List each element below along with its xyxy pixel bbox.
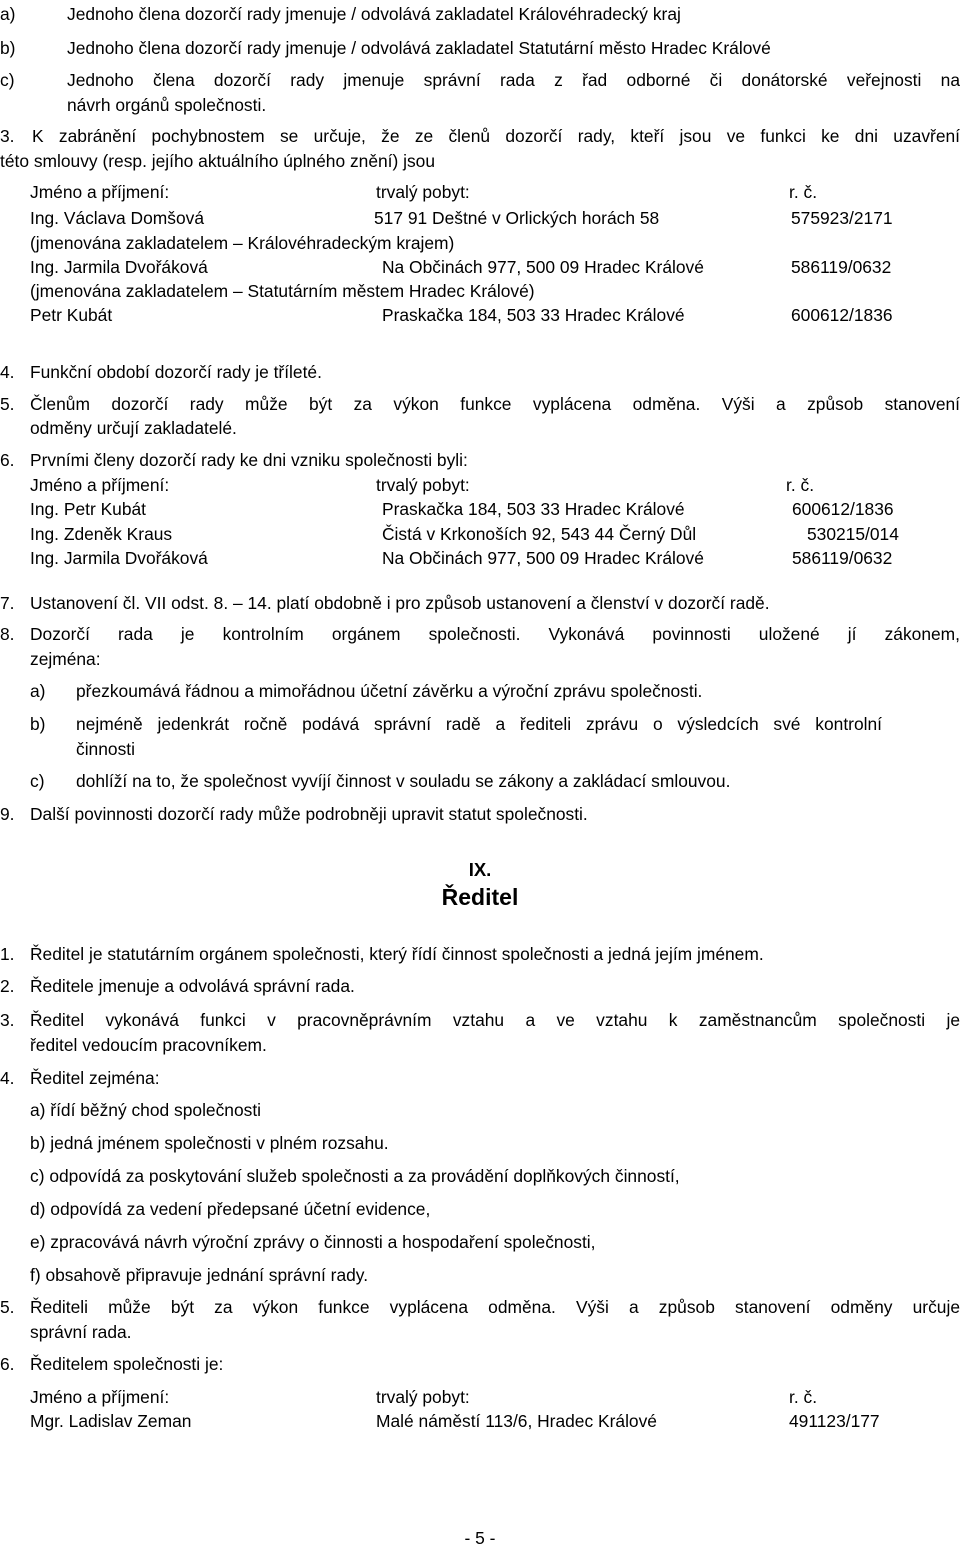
- director-point-6: Ředitelem společnosti je:: [30, 1354, 224, 1374]
- first-member-name: Ing. Jarmila Dvořáková: [30, 548, 208, 568]
- member-name: Ing. Jarmila Dvořáková: [30, 257, 208, 277]
- point-8-text: Dozorčí rada je kontrolním orgánem společnosti. Vykonává povinnosti uložené jí zákonem,: [30, 624, 960, 644]
- point-8-item-b-cont: činnosti: [76, 739, 135, 759]
- duty-item: c) odpovídá za poskytování služeb společnosti a za provádění doplňkových činností,: [30, 1166, 680, 1186]
- point-8-item-c: dohlíží na to, že společnost vyvíjí činnost v souladu se zákony a zakládací smlouvou.: [76, 771, 731, 791]
- first-member-name: Ing. Petr Kubát: [30, 499, 147, 519]
- first-member-address: Na Občinách 977, 500 09 Hradec Králové: [382, 548, 704, 568]
- col-header-name: Jméno a příjmení:: [30, 475, 170, 495]
- point-number: 7.: [0, 593, 15, 613]
- point-number: 6.: [0, 450, 15, 470]
- point-4-text: Funkční období dozorčí rady je tříleté.: [30, 362, 322, 382]
- first-member-id: 530215/014: [807, 524, 899, 544]
- duty-item: d) odpovídá za vedení předepsané účetní evidence,: [30, 1199, 431, 1219]
- director-address: Malé náměstí 113/6, Hradec Králové: [376, 1411, 657, 1431]
- duty-item: b) jedná jménem společnosti v plném rozsahu.: [30, 1133, 389, 1153]
- founder-item-c-cont: návrh orgánů společnosti.: [67, 95, 267, 115]
- point-number: 5.: [0, 394, 15, 414]
- director-point-2: Ředitele jmenuje a odvolává správní rada.: [30, 976, 355, 996]
- item-label: a): [0, 4, 16, 24]
- director-point-5-cont: správní rada.: [30, 1322, 132, 1342]
- point-8-text-cont: zejména:: [30, 649, 101, 669]
- director-name: Mgr. Ladislav Zeman: [30, 1411, 192, 1431]
- first-member-address: Praskačka 184, 503 33 Hradec Králové: [382, 499, 685, 519]
- col-header-name: Jméno a příjmení:: [30, 182, 170, 202]
- col-header-id: r. č.: [789, 1387, 818, 1407]
- col-header-address: trvalý pobyt:: [376, 182, 470, 202]
- first-member-id: 586119/0632: [792, 548, 893, 568]
- item-label: a): [30, 681, 46, 701]
- point-number: 1.: [0, 944, 15, 964]
- first-member-name: Ing. Zdeněk Kraus: [30, 524, 173, 544]
- director-point-4: Ředitel zejména:: [30, 1068, 160, 1088]
- member-address: 517 91 Deštné v Orlických horách 58: [374, 208, 660, 228]
- member-address: Praskačka 184, 503 33 Hradec Králové: [382, 305, 685, 325]
- col-header-id: r. č.: [789, 182, 818, 202]
- member-id: 586119/0632: [791, 257, 892, 277]
- duty-item: e) zpracovává návrh výroční zprávy o činnosti a hospodaření společnosti,: [30, 1232, 596, 1252]
- member-address: Na Občinách 977, 500 09 Hradec Králové: [382, 257, 704, 277]
- point-9-text: Další povinnosti dozorčí rady může podrobněji upravit statut společnosti.: [30, 804, 588, 824]
- founder-item-c: Jednoho člena dozorčí rady jmenuje správní rada z řad odborné či donátorské veřejnosti na: [67, 70, 960, 90]
- member-name: Ing. Václava Domšová: [30, 208, 204, 228]
- point-number: 2.: [0, 976, 15, 996]
- item-label: b): [0, 38, 16, 58]
- item-label: b): [30, 714, 46, 734]
- section-title: Ředitel: [441, 884, 519, 910]
- point-3-text: K zabránění pochybnostem se určuje, že ze členů dozorčí rady, kteří jsou ve funkci ke dni uzavření: [32, 126, 960, 146]
- member-note: (jmenována zakladatelem – Královéhradeckým krajem): [30, 233, 455, 253]
- member-name: Petr Kubát: [30, 305, 113, 325]
- member-note: (jmenována zakladatelem – Statutárním městem Hradec Králové): [30, 281, 535, 301]
- first-member-id: 600612/1836: [792, 499, 894, 519]
- col-header-name: Jméno a příjmení:: [30, 1387, 170, 1407]
- member-id: 600612/1836: [791, 305, 893, 325]
- point-number: 6.: [0, 1354, 15, 1374]
- point-number: 4.: [0, 362, 15, 382]
- director-point-1: Ředitel je statutárním orgánem společnosti, který řídí činnost společnosti a jedná jejím jménem.: [30, 944, 764, 964]
- director-point-3: Ředitel vykonává funkci v pracovněprávním vztahu a ve vztahu k zaměstnancům společnosti je: [30, 1010, 960, 1030]
- section-number: IX.: [468, 859, 492, 880]
- point-8-item-b: nejméně jedenkrát ročně podává správní radě a řediteli zprávu o výsledcích své kontrolní: [76, 714, 882, 734]
- point-number: 8.: [0, 624, 15, 644]
- col-header-id: r. č.: [786, 475, 815, 495]
- point-6-text: Prvními členy dozorčí rady ke dni vzniku společnosti byli:: [30, 450, 468, 470]
- director-point-5: Řediteli může být za výkon funkce vyplácena odměna. Výši a způsob stanovení odměny určuje: [30, 1297, 960, 1317]
- item-label: c): [30, 771, 45, 791]
- point-number: 4.: [0, 1068, 15, 1088]
- founder-item-a: Jednoho člena dozorčí rady jmenuje / odvolává zakladatel Královéhradecký kraj: [67, 4, 681, 24]
- point-number: 3.: [0, 126, 15, 146]
- point-number: 9.: [0, 804, 15, 824]
- first-member-address: Čistá v Krkonoších 92, 543 44 Černý Důl: [382, 524, 697, 544]
- duty-item: f) obsahově připravuje jednání správní rady.: [30, 1265, 369, 1285]
- point-5-text-cont: odměny určují zakladatelé.: [30, 418, 237, 438]
- member-id: 575923/2171: [791, 208, 893, 228]
- item-label: c): [0, 70, 15, 90]
- point-number: 3.: [0, 1010, 15, 1030]
- director-id: 491123/177: [789, 1411, 880, 1431]
- founder-item-b: Jednoho člena dozorčí rady jmenuje / odvolává zakladatel Statutární město Hradec Králové: [67, 38, 771, 58]
- duty-item: a) řídí běžný chod společnosti: [30, 1100, 262, 1120]
- page-number: - 5 -: [464, 1528, 496, 1548]
- point-7-text: Ustanovení čl. VII odst. 8. – 14. platí obdobně i pro způsob ustanovení a členství v dozorčí radě.: [30, 593, 770, 613]
- point-5-text: Členům dozorčí rady může být za výkon funkce vyplácena odměna. Výši a způsob stanovení: [30, 394, 960, 414]
- col-header-address: trvalý pobyt:: [376, 1387, 470, 1407]
- point-3-text-cont: této smlouvy (resp. jejího aktuálního úplného znění) jsou: [0, 151, 436, 171]
- col-header-address: trvalý pobyt:: [376, 475, 470, 495]
- point-8-item-a: přezkoumává řádnou a mimořádnou účetní závěrku a výroční zprávu společnosti.: [76, 681, 703, 701]
- director-point-3-cont: ředitel vedoucím pracovníkem.: [30, 1035, 267, 1055]
- point-number: 5.: [0, 1297, 15, 1317]
